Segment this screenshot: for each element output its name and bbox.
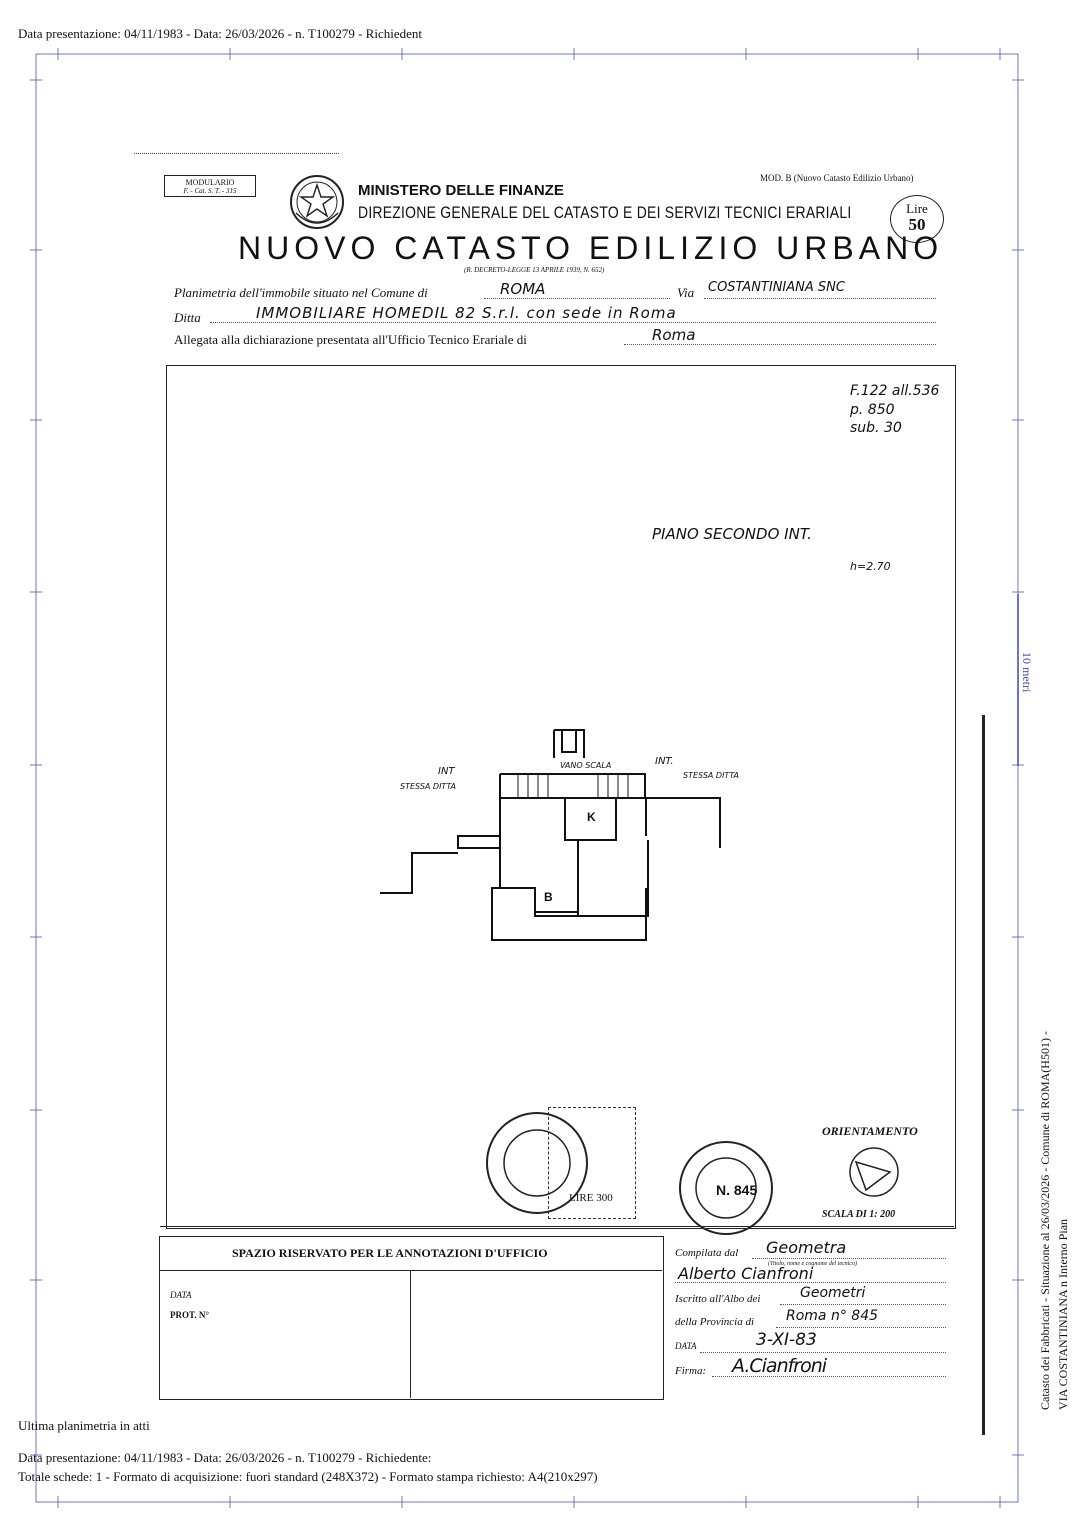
annotation-col-divider bbox=[410, 1270, 411, 1398]
orientamento-label: ORIENTAMENTO bbox=[822, 1124, 918, 1138]
side-vertical-line-2: VIA COSTANTINIANA n Interno Pian bbox=[1056, 1218, 1070, 1410]
header-line: Data presentazione: 04/11/1983 - Data: 26/03/2026 - n. T100279 - Richiedent bbox=[18, 26, 422, 41]
allegata-label: Allegata alla dichiarazione presentata all'Ufficio Tecnico Erariale di bbox=[174, 332, 527, 347]
top-rule bbox=[134, 153, 339, 154]
comune-label: Planimetria dell'immobile situato nel Comune di bbox=[174, 285, 428, 300]
republic-emblem-icon bbox=[288, 173, 346, 231]
modulario-box bbox=[164, 175, 256, 197]
room-k-label: K bbox=[587, 810, 596, 824]
signature: A.Cianfroni bbox=[732, 1355, 827, 1377]
ref-foglio: F.122 all.536 bbox=[850, 383, 940, 399]
int-right-label: INT. bbox=[655, 756, 674, 767]
ministry-title: MINISTERO DELLE FINANZE bbox=[358, 182, 564, 199]
prot-label: PROT. N° bbox=[170, 1310, 209, 1320]
geometra-seal-left bbox=[482, 1108, 592, 1218]
compilata-subnote: (Titolo, nome e cognome del tecnico) bbox=[768, 1261, 857, 1267]
compilata-label: Compilata dal bbox=[675, 1247, 739, 1259]
via-label: Via bbox=[677, 285, 695, 300]
ref-sub: sub. 30 bbox=[850, 420, 902, 436]
provincia-label: della Provincia di bbox=[675, 1316, 755, 1328]
revenue-stamp-value: LIRE 300 bbox=[569, 1192, 613, 1204]
stessa-ditta-left: STESSA DITTA bbox=[400, 782, 456, 791]
provincia-value: Roma n° 845 bbox=[786, 1308, 879, 1324]
scale-bar-label: 10 metri bbox=[1020, 652, 1034, 693]
room-b-label: B bbox=[544, 890, 553, 904]
tecnico-name: Alberto Cianfroni bbox=[678, 1264, 814, 1283]
data-label: DATA bbox=[170, 1290, 192, 1300]
data-label-2: DATA bbox=[675, 1341, 697, 1351]
compass-icon bbox=[846, 1142, 906, 1202]
height-label: h=2.70 bbox=[850, 560, 891, 573]
vano-scala-label: VANO SCALA bbox=[560, 761, 612, 770]
mod-b-label: MOD. B (Nuovo Catasto Edilizio Urbano) bbox=[760, 173, 914, 183]
iscritto-label: Iscritto all'Albo dei bbox=[675, 1293, 761, 1305]
seal-number: N. 845 bbox=[716, 1182, 758, 1198]
allegata-value: Roma bbox=[652, 326, 696, 344]
modulario-label: MODULARIO bbox=[185, 178, 235, 187]
bottom-line-2: Totale schede: 1 - Formato di acquisizione: fuori standard (248X372) - Formato stampa richiesto: A4(210x297) bbox=[18, 1469, 598, 1484]
stessa-ditta-right: STESSA DITTA bbox=[683, 771, 739, 780]
bottom-line-1: Data presentazione: 04/11/1983 - Data: 26/03/2026 - n. T100279 - Richiedente: bbox=[18, 1450, 432, 1465]
binding-edge bbox=[982, 715, 985, 1435]
ditta-label: Ditta bbox=[174, 310, 201, 325]
direzione-title: DIREZIONE GENERALE DEL CATASTO E DEI SERVIZI TECNICI ERARIALI bbox=[358, 203, 852, 222]
iscritto-value: Geometri bbox=[800, 1285, 866, 1301]
scala-label: SCALA DI 1: 200 bbox=[822, 1209, 896, 1220]
ditta-value: IMMOBILIARE HOMEDIL 82 S.r.l. con sede in Roma bbox=[256, 304, 677, 322]
ultima-planimetria: Ultima planimetria in atti bbox=[18, 1418, 150, 1433]
int-left-label: INT bbox=[438, 766, 455, 777]
tecnico-line bbox=[675, 1268, 946, 1283]
data-value: 3-XI-83 bbox=[756, 1330, 817, 1350]
firma-label: Firma: bbox=[675, 1365, 707, 1377]
spazio-label: SPAZIO RISERVATO PER LE ANNOTAZIONI D'UFFICIO bbox=[232, 1246, 548, 1260]
lire-value: 50 bbox=[908, 215, 926, 234]
drawing-base-line bbox=[160, 1226, 954, 1227]
modulario-code: F. - Cat. S. T. - 315 bbox=[183, 187, 237, 195]
side-vertical-line-1: Catasto dei Fabbricati - Situazione al 26/03/2026 - Comune di ROMA(H501) - bbox=[1038, 1031, 1052, 1410]
data-line-2 bbox=[700, 1338, 946, 1353]
catasto-title: NUOVO CATASTO EDILIZIO URBANO bbox=[238, 230, 944, 266]
via-value: COSTANTINIANA SNC bbox=[708, 280, 845, 295]
comune-value: ROMA bbox=[500, 280, 546, 298]
floor-label: PIANO SECONDO INT. bbox=[652, 525, 812, 543]
lire-label: Lire bbox=[906, 201, 928, 216]
ref-particella: p. 850 bbox=[850, 402, 895, 418]
decree-note: (R. DECRETO-LEGGE 13 APRILE 1939, N. 652) bbox=[464, 266, 605, 274]
compilata-value: Geometra bbox=[766, 1238, 847, 1257]
